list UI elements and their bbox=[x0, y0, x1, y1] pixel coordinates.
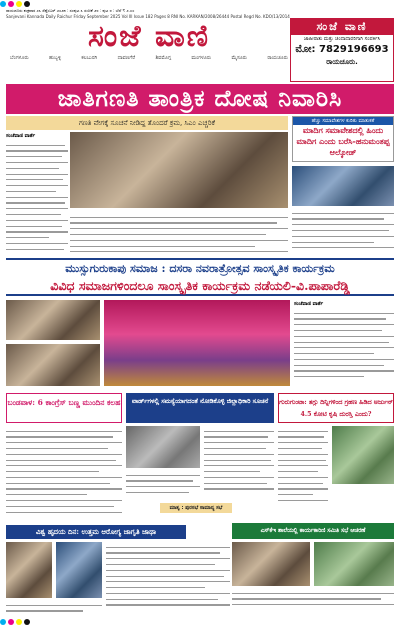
banner-photo-2 bbox=[6, 344, 100, 386]
banner-byline: ಸಂಜೆವಾಣಿ ವಾರ್ತೆ bbox=[294, 301, 324, 307]
black-mark-icon bbox=[24, 619, 30, 625]
story-right-photo bbox=[332, 426, 394, 484]
story-mid-column bbox=[204, 426, 274, 500]
bottom-right-photo-2 bbox=[314, 542, 394, 586]
right-box-headline: ಮಾದಿಗ ಸಮಾವೇಶದಲ್ಲಿ ಹಿಂದು ಮಾದಿಗ ಎಂದು ಬರೆಸಿ-ಹನುಮಂತಪ್ಪ ಆಲ್ಕೋಡ್ bbox=[296, 125, 390, 157]
story-mid-photo bbox=[126, 426, 200, 468]
banner-photo-1 bbox=[6, 300, 100, 340]
promo-city: ರಾಯಚೂರು. bbox=[326, 58, 358, 66]
story-right-headline: ಗುರುಗುಂಟಾ: ತಗ್ಗು ದಿನ್ನಿಗಳಿಂದ ಗ್ರಹಣ ಹಿಡಿದ ಅರ್ಜುನ್ 4.5 ಕೋಟಿ ಕೃಷಿ ದುರಸ್ತಿ ಎಂದು? bbox=[278, 393, 394, 423]
promo-title: ಸಂಜೆ ವಾಣಿ bbox=[291, 19, 393, 35]
story-mid-column-2 bbox=[126, 470, 200, 500]
issue-info-line: ರಾಯಚೂರು ಶುಕ್ರವಾರ ೨೬ ಸೆಪ್ಟೆಂಬರ್ ೨೦೨೫ : ಸಂಪುಟ ೩ ಸಂಚಿಕೆ ೨೮ : ಪುಟ ೮ : ಬೆಲೆ ₹ ೨.೦೦ bbox=[6, 8, 135, 13]
bottom-left-caption bbox=[6, 600, 102, 614]
story-left-column bbox=[6, 426, 122, 522]
lead-photo bbox=[70, 132, 288, 208]
section-bar bbox=[6, 54, 292, 62]
masthead bbox=[6, 8, 292, 61]
promo-phone: ಮೋ: 7829196693 bbox=[295, 44, 389, 55]
bottom-left-headline: ವಿಶ್ವ ಹೃದಯ ದಿನ: ಉತ್ತಮ ಆರೋಗ್ಯ ಜಾಗೃತಿ ಜಾಥಾ bbox=[6, 525, 186, 539]
cyan-mark-icon bbox=[0, 1, 6, 7]
bottom-center-column bbox=[106, 542, 230, 612]
right-story-column bbox=[292, 208, 394, 254]
section-item: ಹುಬ್ಬಳ್ಳಿ bbox=[49, 55, 62, 61]
lead-story-column bbox=[6, 132, 68, 254]
bottom-right-photo-1 bbox=[232, 542, 310, 586]
banner-story-column bbox=[294, 300, 394, 386]
story-mid-tag: ಮಾತೃ : ಪುರಸಭೆ ಸಾಮಾನ್ಯ ಸಭೆ bbox=[160, 503, 232, 513]
right-top-box bbox=[292, 116, 394, 162]
section-item: ಶಿವಮೊಗ್ಗ bbox=[155, 55, 171, 61]
right-photo bbox=[292, 166, 394, 206]
section-item: ಮೈಸೂರು bbox=[231, 55, 248, 61]
story-mid-headline: ವಾರ್ಡ್‌ಗಳಲ್ಲಿ ಸಮಸ್ಯೆಯಾಗದಂತೆ ನೋಡಿಕೊಳ್ಳಿ ಜಿಲ್ಲಾಧಿಕಾರಿ ಸೂಚನೆ bbox=[126, 393, 274, 423]
paper-title-text: ಸಂಜೆ ವಾಣಿ bbox=[87, 19, 211, 54]
registration-row-bottom bbox=[0, 618, 400, 626]
registration-row-top bbox=[0, 0, 400, 8]
bottom-right-column bbox=[232, 588, 394, 614]
section-item: ರಾಯಚೂರು bbox=[267, 55, 288, 61]
section-item: ಕಲಬುರಗಿ bbox=[81, 55, 98, 61]
lead-headline: ಜಾತಿಗಣತಿ ತಾಂತ್ರಿಕ ದೋಷ ನಿವಾರಿಸಿ bbox=[6, 84, 394, 114]
black-mark-icon bbox=[24, 1, 30, 7]
register-line: Sanjevani Kannada Daily Raichur Friday September 2025 Vol III Issue 182 Pages 8 RNI No. KARKAN/2008/26444 Postal Regd No. KDO/13/2014 bbox=[6, 14, 290, 19]
yellow-mark-icon bbox=[16, 1, 22, 7]
bottom-right-headline: ಎಸ್‌ಕೆಇ ಶಾಲೆಯಲ್ಲಿ ಕಾರ್ಯಕಾರಿಣಿ ಸಮಿತಿ ಸಭೆ ಆಚರಣೆ bbox=[232, 523, 394, 539]
banner-photo-stage bbox=[104, 300, 290, 386]
section-item: ದಾವಣಗೆರೆ bbox=[117, 55, 136, 61]
story-right-column bbox=[278, 426, 328, 520]
yellow-mark-icon bbox=[16, 619, 22, 625]
lead-byline: ಸಂಜೆವಾಣಿ ವಾರ್ತೆ bbox=[6, 133, 36, 139]
paper-title bbox=[6, 20, 292, 54]
banner-line-1: ಮುಸ್ಸುಗುರುಕಾಪು ಸಮಾಜ : ದಸರಾ ನವರಾತ್ರೋತ್ಸವ ಸಾಂಸ್ಕೃತಿಕ ಕಾರ್ಯಕ್ರಮ bbox=[6, 258, 394, 276]
cyan-mark-icon bbox=[0, 619, 6, 625]
section-item: ಮಂಗಳೂರು bbox=[191, 55, 212, 61]
story-left-headline: ಬಂಡವಾಳ: 6 ಕಾಂಗ್ರೆಸ್ ಬಣ್ಣ ಮುಂದಿನ ಕಲಹ bbox=[6, 393, 122, 423]
lead-subhead: ಗಣತಿ ವೇಗಕ್ಕೆ ಸೂಚನೆ ನೀಡಿದ್ದ ತೊಂದರೆ ಕ್ರಮ, ಸಿಎಂ ಎಚ್ಚರಿಕೆ bbox=[6, 116, 288, 130]
section-item: ಬೆಂಗಳೂರು bbox=[10, 55, 29, 61]
magenta-mark-icon bbox=[8, 619, 14, 625]
right-box-tag: ಹೆಚ್ಚು ಸಮಾವೇಶಗಳ ಕುರಿತು ಮಾತುಕತೆ bbox=[293, 117, 393, 125]
text-lines bbox=[6, 145, 68, 254]
bottom-left-photo-1 bbox=[6, 542, 52, 598]
banner-line-2: ವಿವಿಧ ಸಮಾಜಗಳಿಂದಲೂ ಸಾಂಸ್ಕೃತಿಕ ಕಾರ್ಯಕ್ರಮ ನಡೆಯಲಿ-ವಿ.ಪಾಪಾರೆಡ್ಡಿ bbox=[6, 276, 394, 296]
bottom-left-photo-2 bbox=[56, 542, 102, 598]
promo-line: ಜಾಹೀರಾತು ಮತ್ತು ಚಂದಾದಾರರಿಗಾಗಿ ಸಂಪರ್ಕಿಸಿ bbox=[303, 36, 381, 42]
promo-box bbox=[290, 18, 394, 82]
magenta-mark-icon bbox=[8, 1, 14, 7]
lead-story-continued bbox=[70, 212, 288, 254]
